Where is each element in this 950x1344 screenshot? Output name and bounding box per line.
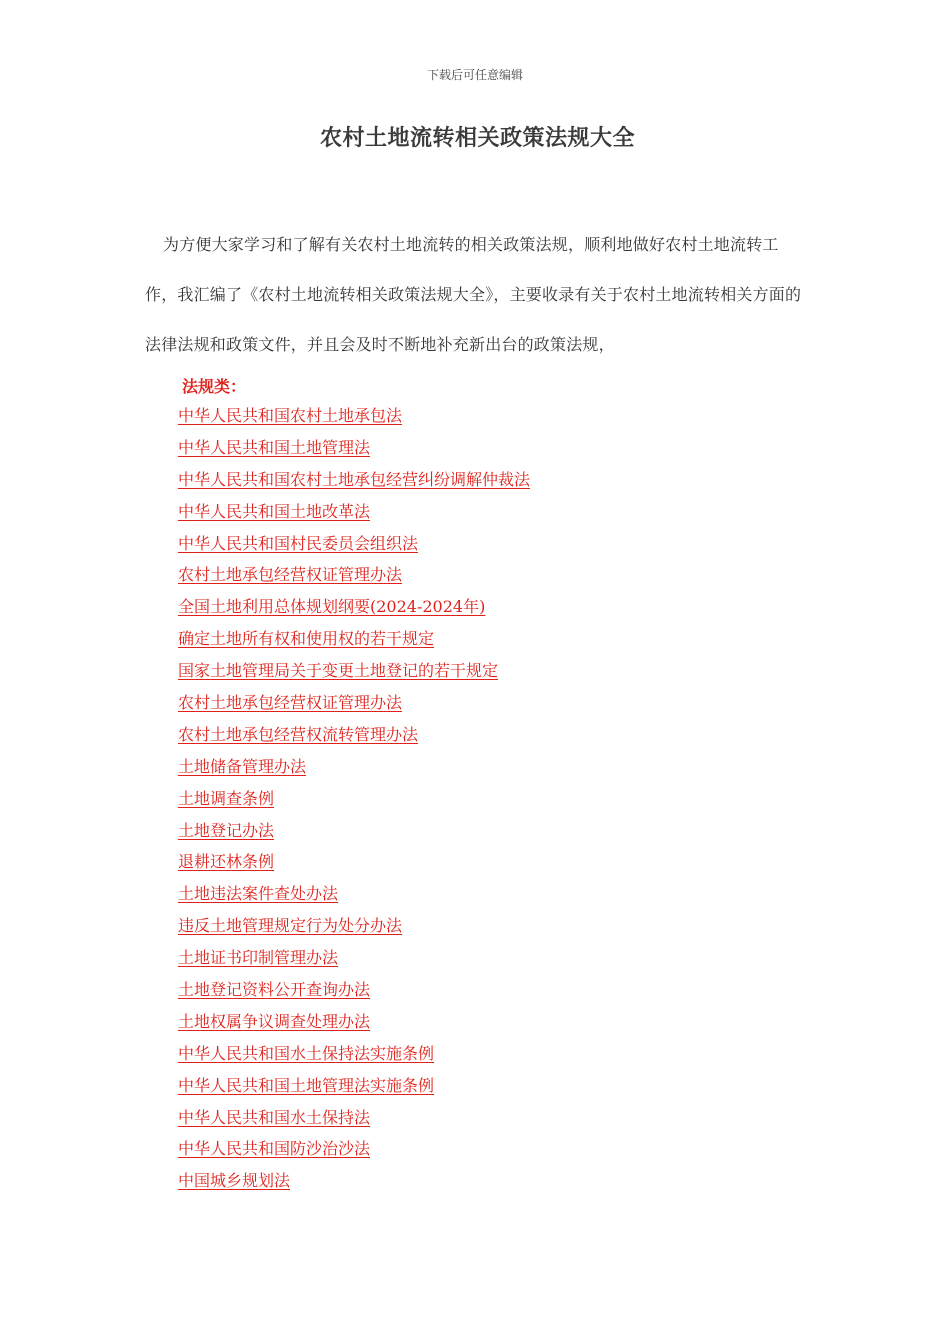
list-item xyxy=(178,1043,530,1075)
law-link[interactable]: 中华人民共和国村民委员会组织法 xyxy=(178,533,419,553)
law-link[interactable]: 中华人民共和国防沙治沙法 xyxy=(178,1139,371,1159)
list-item xyxy=(178,628,530,660)
law-link[interactable]: 土地证书印制管理办法 xyxy=(178,948,339,968)
list-item xyxy=(178,1011,530,1043)
list-item xyxy=(178,915,530,947)
list-item xyxy=(178,533,530,565)
law-link[interactable]: 中华人民共和国土地改革法 xyxy=(178,501,371,521)
list-item xyxy=(178,1075,530,1107)
law-link[interactable]: 土地权属争议调查处理办法 xyxy=(178,1011,371,1031)
law-link[interactable]: 土地储备管理办法 xyxy=(178,756,307,776)
law-link[interactable]: 违反土地管理规定行为处分办法 xyxy=(178,916,403,936)
law-link[interactable]: 中华人民共和国农村土地承包法 xyxy=(178,406,403,425)
law-link[interactable]: 退耕还林条例 xyxy=(178,852,275,872)
list-item xyxy=(178,469,530,501)
list-item xyxy=(178,1138,530,1170)
document-title: 农村土地流转相关政策法规大全 xyxy=(319,126,635,151)
law-link[interactable]: 中华人民共和国土地管理法 xyxy=(178,437,371,457)
law-link[interactable]: 土地调查条例 xyxy=(178,788,275,808)
list-item xyxy=(178,1107,530,1139)
law-link[interactable]: 中华人民共和国水土保持法 xyxy=(178,1107,371,1127)
law-link[interactable]: 国家土地管理局关于变更土地登记的若干规定 xyxy=(178,661,499,681)
law-link[interactable]: 确定土地所有权和使用权的若干规定 xyxy=(178,629,435,649)
list-item xyxy=(178,596,530,628)
law-list xyxy=(178,405,530,1202)
law-link[interactable]: 农村土地承包经营权流转管理办法 xyxy=(178,724,419,744)
law-link[interactable]: 中华人民共和国土地管理法实施条例 xyxy=(178,1075,435,1095)
list-item xyxy=(178,501,530,533)
header-note: 下载后可任意编辑 xyxy=(426,68,523,82)
list-item xyxy=(178,437,530,469)
section-heading-laws: 法规类： xyxy=(182,377,247,396)
list-item xyxy=(178,947,530,979)
list-item xyxy=(178,724,530,756)
list-item xyxy=(178,979,530,1011)
list-item xyxy=(178,405,530,437)
law-link[interactable]: 中华人民共和国农村土地承包经营纠纷调解仲裁法 xyxy=(178,469,531,489)
law-link[interactable]: 中华人民共和国水土保持法实施条例 xyxy=(178,1043,435,1063)
law-link[interactable]: 土地登记资料公开查询办法 xyxy=(178,980,371,1000)
list-item xyxy=(178,692,530,724)
list-item xyxy=(178,756,530,788)
list-item xyxy=(178,564,530,596)
list-item xyxy=(178,820,530,852)
list-item xyxy=(178,851,530,883)
law-link[interactable]: 土地登记办法 xyxy=(178,820,275,840)
law-link[interactable]: 农村土地承包经营权证管理办法 xyxy=(178,565,403,585)
intro-paragraph: 为方便大家学习和了解有关农村土地流转的相关政策法规，顺利地做好农村土地流转工作，我汇编了《农村土地流转相关政策法规大全》，主要收录有关于农村土地流转相关方面的法律法规和政策文件，并且会及时不断地补充新出台的政策法规， xyxy=(145,235,802,354)
list-item xyxy=(178,660,530,692)
law-link[interactable]: 中国城乡规划法 xyxy=(178,1171,291,1191)
list-item xyxy=(178,883,530,915)
law-link[interactable]: 全国土地利用总体规划纲要(2024-2024年) xyxy=(178,597,486,617)
law-link[interactable]: 农村土地承包经营权证管理办法 xyxy=(178,693,403,713)
law-link[interactable]: 土地违法案件查处办法 xyxy=(178,884,339,904)
list-item xyxy=(178,1170,530,1202)
list-item xyxy=(178,788,530,820)
